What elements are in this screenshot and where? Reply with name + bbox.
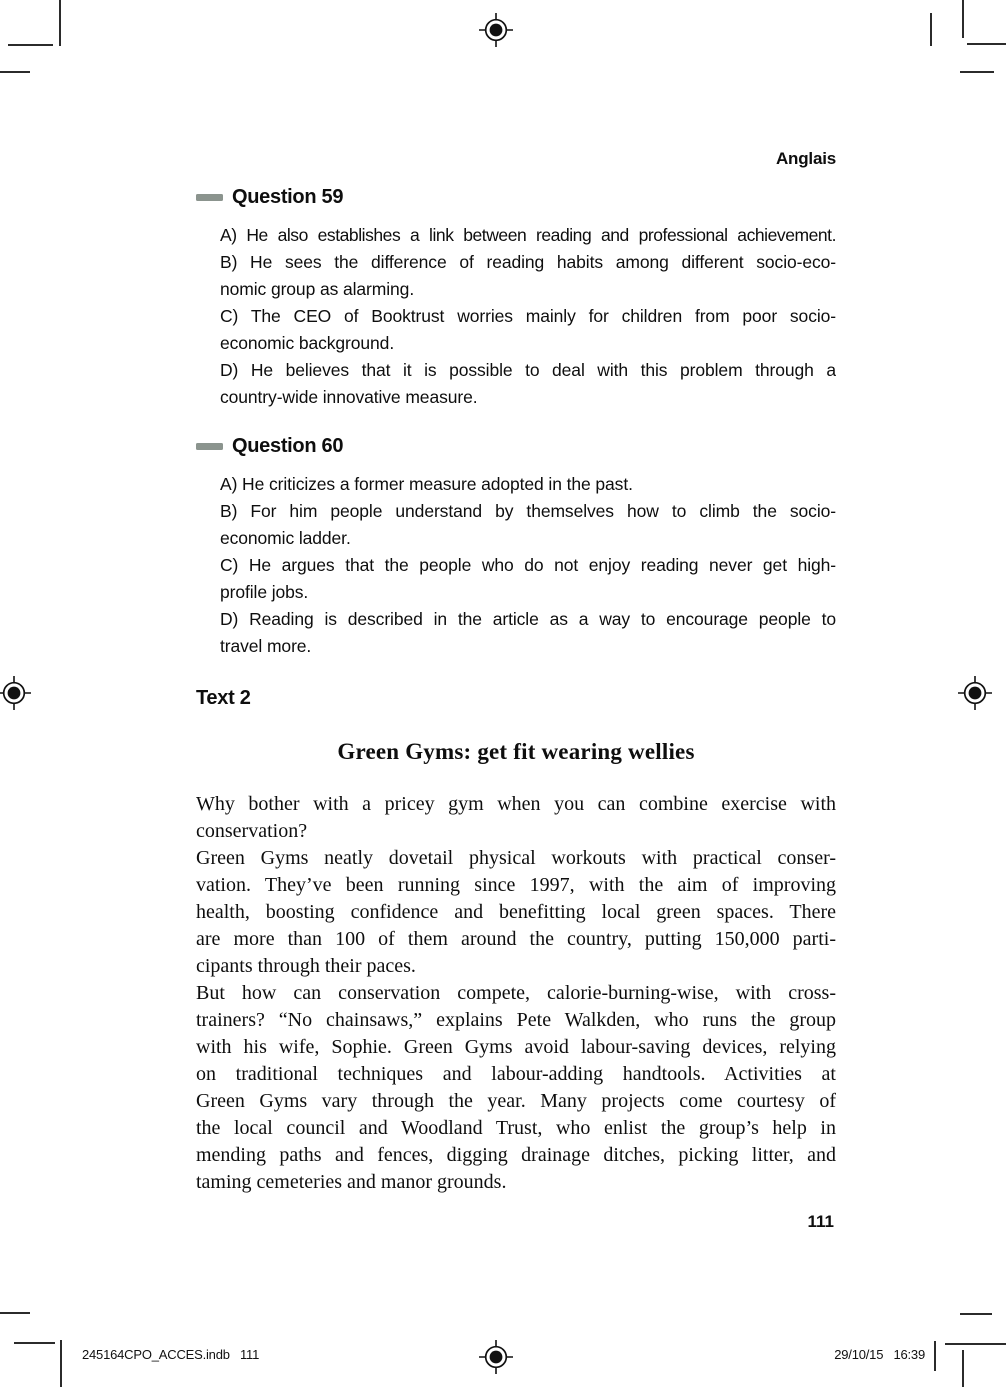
registration-mark-left-icon <box>0 676 31 710</box>
text-section-label: Text 2 <box>196 687 251 709</box>
answer-option-line: A) He also establishes a link between reading and professional achievement. <box>220 225 836 245</box>
answer-option-line: economic ladder. <box>220 528 351 548</box>
answer-option-line: country-wide innovative measure. <box>220 387 478 407</box>
crop-mark <box>960 71 994 73</box>
crop-mark <box>962 1350 964 1387</box>
crop-mark <box>8 44 53 46</box>
article-body <box>196 791 836 1196</box>
question-marker-dash-icon <box>196 443 223 450</box>
article-text-line: with his wife, Sophie. Green Gyms avoid labour-saving devices, relying <box>196 1036 836 1058</box>
answer-option-line: nomic group as alarming. <box>220 279 415 299</box>
answer-option-line: profile jobs. <box>220 582 309 602</box>
crop-mark <box>962 0 964 38</box>
article-text-line: are more than 100 of them around the country, putting 150,000 parti- <box>196 928 836 950</box>
answer-option-line: D) Reading is described in the article as a way to encourage people to <box>220 609 836 629</box>
crop-mark <box>930 13 932 46</box>
crop-mark <box>960 1313 992 1315</box>
question-header <box>196 185 836 209</box>
question-header <box>196 434 836 458</box>
question-label: Question 59 <box>232 185 344 208</box>
answer-options <box>220 471 836 660</box>
question-label: Question 60 <box>232 434 344 457</box>
answer-option-line: economic background. <box>220 333 395 353</box>
running-head: Anglais <box>775 149 836 168</box>
crop-mark <box>14 1342 55 1344</box>
answer-options <box>220 222 836 411</box>
article-text-line: on traditional techniques and labour-adding handtools. Activities at <box>196 1063 836 1085</box>
crop-mark <box>967 43 1006 45</box>
footer-file-slug: 245164CPO_ACCES.indb 111 <box>82 1347 260 1362</box>
registration-mark-right-icon <box>958 676 992 710</box>
answer-option-line: C) The CEO of Booktrust worries mainly for children from poor socio- <box>220 306 836 326</box>
article-text-line: health, boosting confidence and benefitting local green spaces. There <box>196 901 836 923</box>
answer-option-line: C) He argues that the people who do not enjoy reading never get high- <box>220 555 836 575</box>
question-block-60 <box>196 434 836 660</box>
article-text-line: conservation? <box>196 820 308 842</box>
article-text-line: trainers? “No chainsaws,” explains Pete Walkden, who runs the group <box>196 1009 836 1031</box>
answer-option-line: D) He believes that it is possible to deal with this problem through a <box>220 360 836 380</box>
crop-mark <box>934 1341 936 1371</box>
crop-mark <box>0 71 30 73</box>
article-text-line: taming cemeteries and manor grounds. <box>196 1171 507 1193</box>
crop-mark <box>945 1343 1006 1345</box>
footer-timestamp: 29/10/15 16:39 <box>834 1347 925 1362</box>
question-block-59 <box>196 185 836 411</box>
article-text-line: vation. They’ve been running since 1997, with the aim of improving <box>196 874 836 896</box>
article-text-line: cipants through their paces. <box>196 955 416 977</box>
registration-mark-top-icon <box>479 13 513 47</box>
answer-option-line: B) He sees the difference of reading habits among different socio-eco- <box>220 252 836 272</box>
article-text-line: mending paths and fences, digging drainage ditches, picking litter, and <box>196 1144 836 1166</box>
registration-mark-bottom-icon <box>479 1340 513 1374</box>
answer-option-line: B) For him people understand by themselves how to climb the socio- <box>220 501 836 521</box>
answer-option-line: A) He criticizes a former measure adopted in the past. <box>220 474 633 494</box>
article-text-line: Green Gyms neatly dovetail physical workouts with practical conser- <box>196 847 836 869</box>
crop-mark <box>59 0 61 46</box>
article-text-line: the local council and Woodland Trust, who enlist the group’s help in <box>196 1117 836 1139</box>
article-text-line: Why bother with a pricey gym when you can combine exercise with <box>196 793 836 815</box>
article-text-line: Green Gyms vary through the year. Many projects come courtesy of <box>196 1090 836 1112</box>
answer-option-line: travel more. <box>220 636 312 656</box>
question-marker-dash-icon <box>196 194 223 201</box>
article-text-line: But how can conservation compete, calorie-burning-wise, with cross- <box>196 982 836 1004</box>
page-number: 111 <box>807 1212 834 1231</box>
crop-mark <box>0 1312 30 1314</box>
article-title: Green Gyms: get fit wearing wellies <box>337 739 695 764</box>
crop-mark <box>60 1340 62 1387</box>
